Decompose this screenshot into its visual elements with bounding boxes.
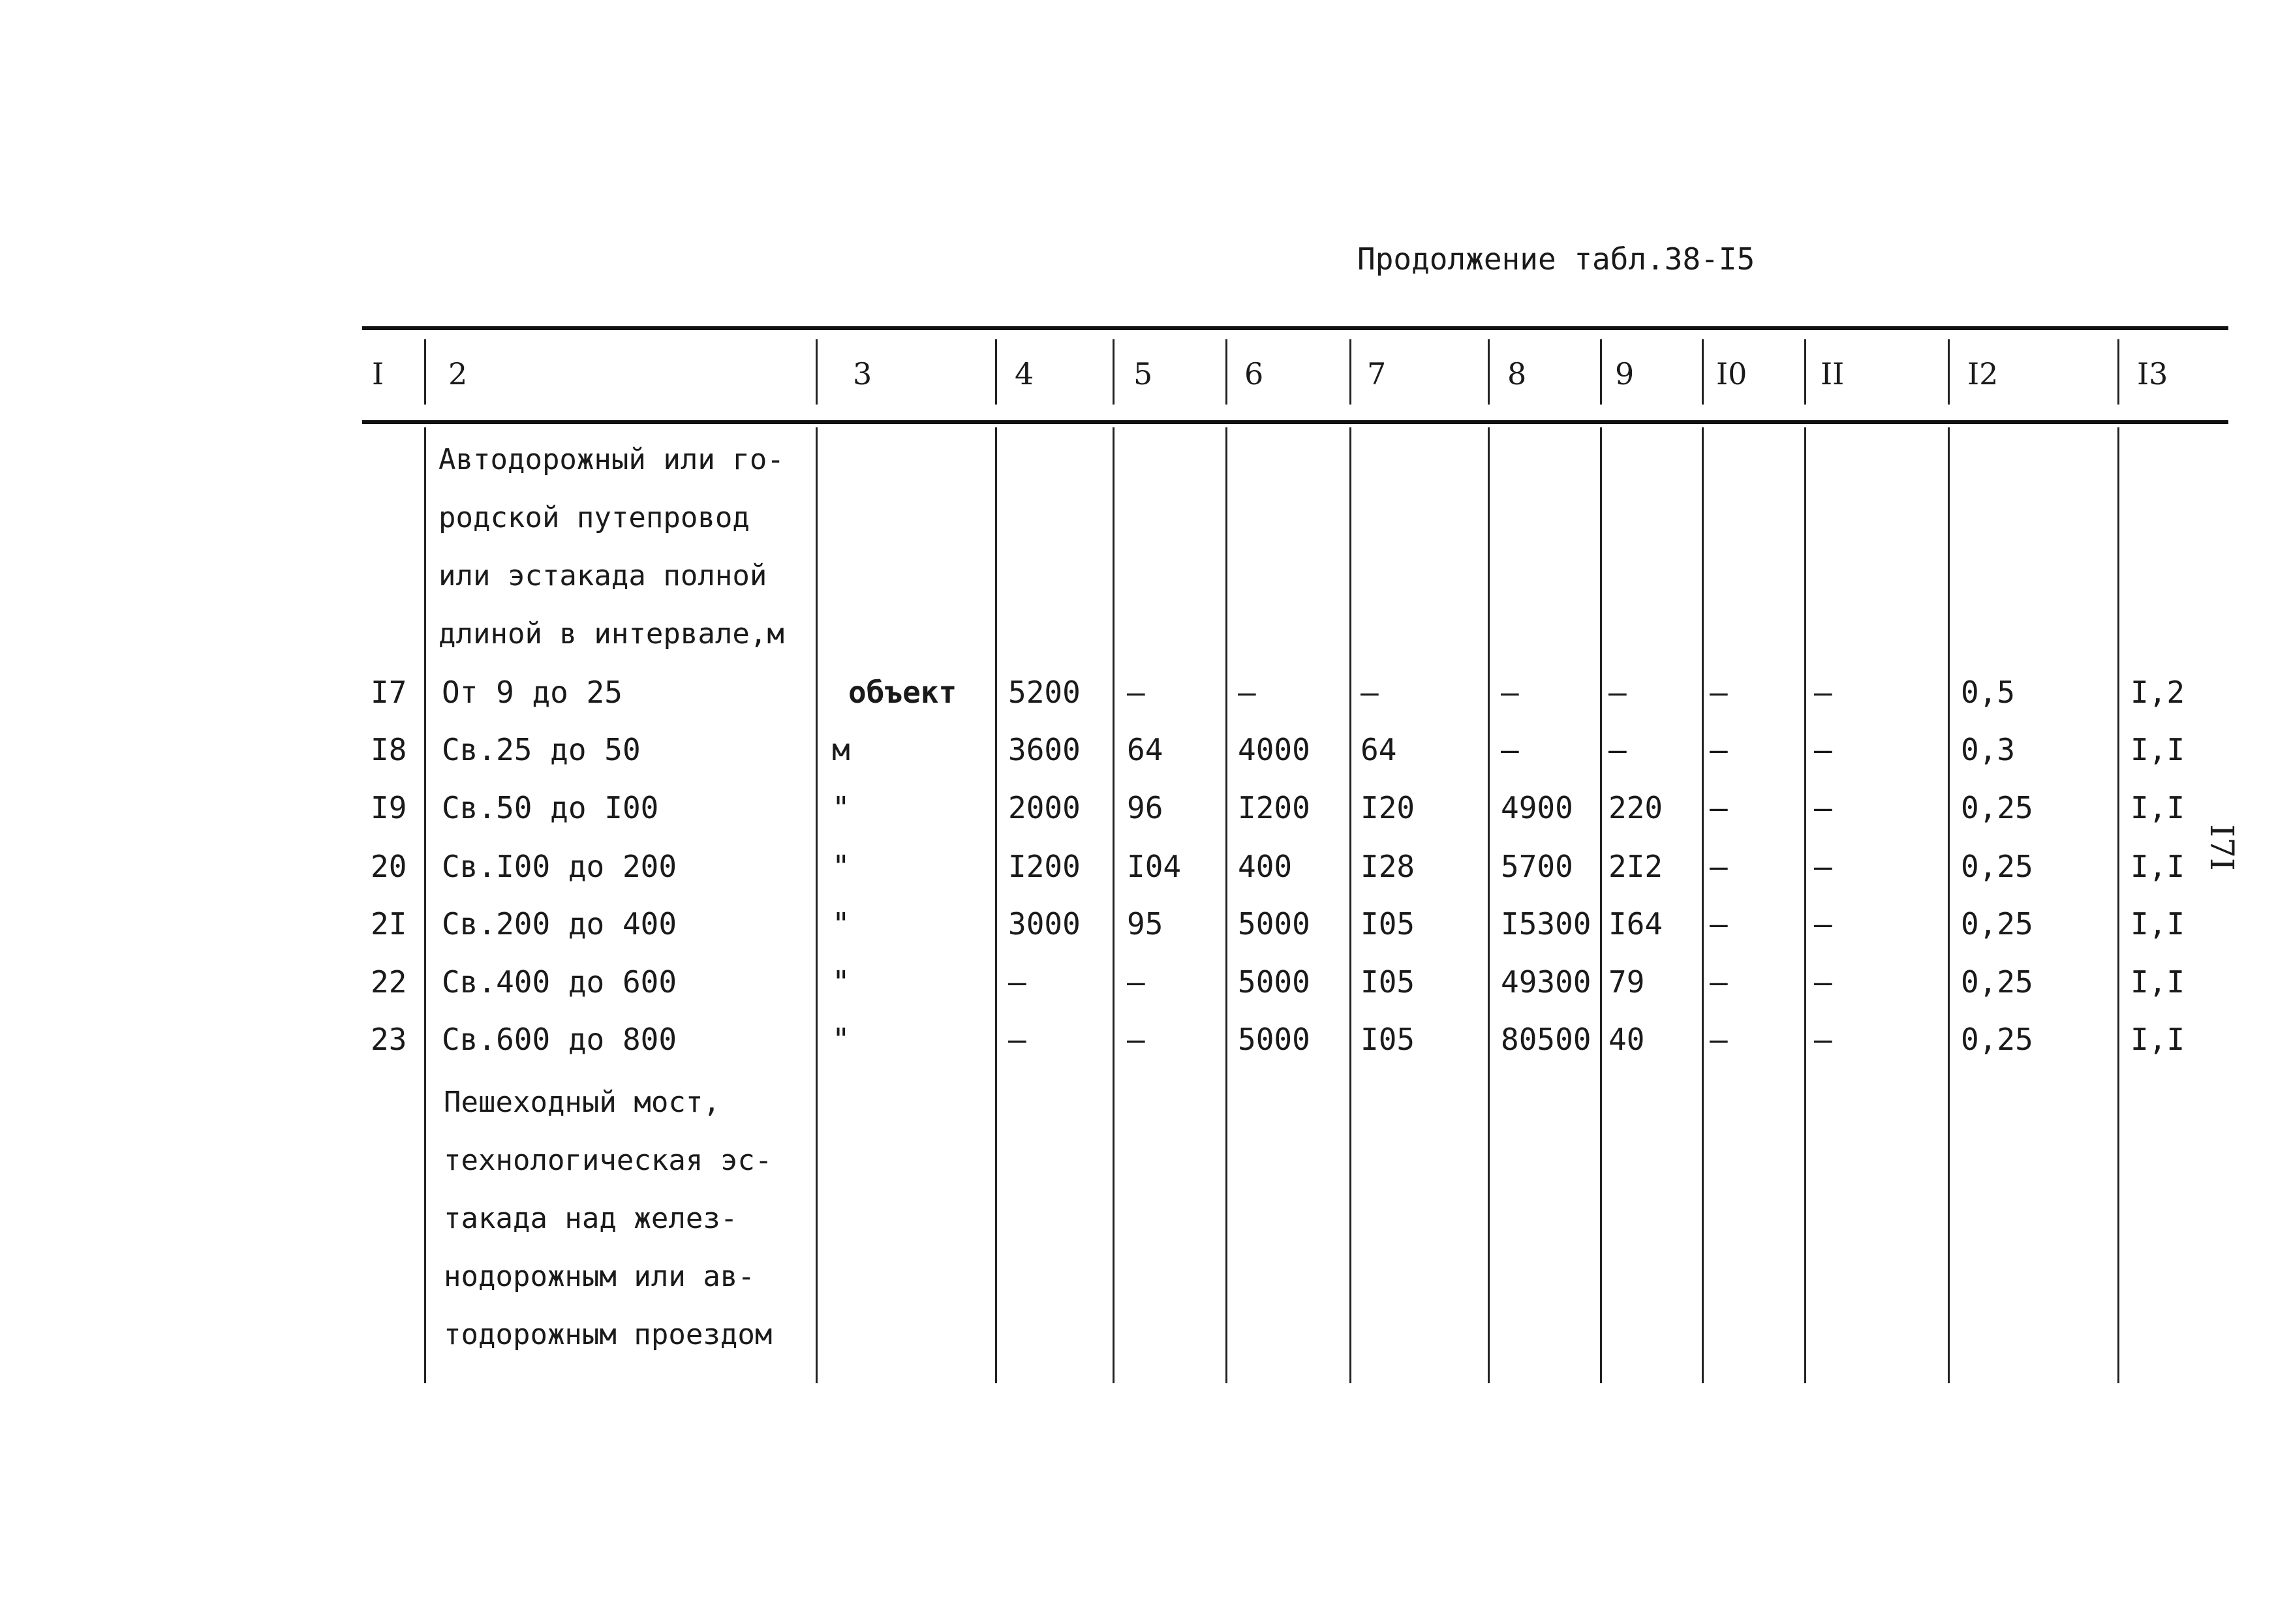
table-cell: I,2 bbox=[2130, 675, 2185, 710]
table-cell: 79 bbox=[1608, 964, 1645, 1000]
table-cell: 0,5 bbox=[1961, 675, 2016, 710]
column-divider bbox=[1113, 339, 1115, 405]
column-divider bbox=[1600, 427, 1602, 1383]
table-cell: – bbox=[1814, 790, 1832, 825]
table-cell: 4000 bbox=[1238, 732, 1310, 767]
table-cell: I,I bbox=[2130, 964, 2185, 1000]
table-cell: 2I2 bbox=[1608, 849, 1663, 884]
table-cell: I200 bbox=[1008, 849, 1081, 884]
table-cell: I200 bbox=[1238, 790, 1310, 825]
table-cell: 0,25 bbox=[1961, 906, 2033, 942]
table-cell: I,I bbox=[2130, 849, 2185, 884]
table-cell: – bbox=[1501, 675, 1519, 710]
table-cell: – bbox=[1361, 675, 1379, 710]
description-line: родской путепровод bbox=[438, 501, 750, 534]
table-cell: 40 bbox=[1608, 1022, 1645, 1057]
table-cell: 2000 bbox=[1008, 790, 1081, 825]
table-cell: – bbox=[1814, 675, 1832, 710]
table-cell: " bbox=[832, 906, 850, 942]
column-header: I3 bbox=[2137, 356, 2168, 391]
column-divider bbox=[1702, 339, 1704, 405]
table-cell: " bbox=[832, 964, 850, 1000]
table-cell: Св.400 до 600 bbox=[442, 964, 677, 1000]
table-cell: – bbox=[1814, 1022, 1832, 1057]
table-cell: – bbox=[1814, 964, 1832, 1000]
table-cell: Св.200 до 400 bbox=[442, 906, 677, 942]
table-cell: – bbox=[1008, 1022, 1026, 1057]
group-description bbox=[438, 431, 784, 663]
column-divider bbox=[1948, 427, 1950, 1383]
table-cell: От 9 до 25 bbox=[442, 675, 623, 710]
column-divider bbox=[1488, 427, 1490, 1383]
table-cell: 5000 bbox=[1238, 906, 1310, 942]
table-cell: 0,3 bbox=[1961, 732, 2016, 767]
description-line: Автодорожный или го- bbox=[438, 443, 784, 476]
column-divider bbox=[816, 427, 818, 1383]
column-divider bbox=[2117, 339, 2119, 405]
table-cell: 3600 bbox=[1008, 732, 1081, 767]
table-cell: 0,25 bbox=[1961, 1022, 2033, 1057]
table-cell: 22 bbox=[371, 964, 407, 1000]
table-cell: I64 bbox=[1608, 906, 1663, 942]
table-cell: 3000 bbox=[1008, 906, 1081, 942]
table-cell: I05 bbox=[1361, 964, 1415, 1000]
table-cell: – bbox=[1608, 675, 1627, 710]
table-cell: I7 bbox=[371, 675, 407, 710]
column-divider bbox=[1702, 427, 1704, 1383]
table-cell: I28 bbox=[1361, 849, 1415, 884]
table-cell: Св.25 до 50 bbox=[442, 732, 641, 767]
table-cell: 20 bbox=[371, 849, 407, 884]
table-cell: I8 bbox=[371, 732, 407, 767]
table-cell: – bbox=[1127, 1022, 1145, 1057]
table-cell: I05 bbox=[1361, 906, 1415, 942]
description-line: технологическая эс- bbox=[444, 1144, 773, 1177]
table-cell: – bbox=[1127, 964, 1145, 1000]
table-cell: – bbox=[1710, 906, 1728, 942]
column-divider bbox=[1349, 339, 1351, 405]
table-cell: – bbox=[1710, 790, 1728, 825]
table-cell: – bbox=[1814, 906, 1832, 942]
column-divider bbox=[1225, 427, 1227, 1383]
table-cell: " bbox=[832, 1022, 850, 1057]
table-cell: 5000 bbox=[1238, 964, 1310, 1000]
table-cell: 96 bbox=[1127, 790, 1163, 825]
table-cell: – bbox=[1501, 732, 1519, 767]
table-cell: – bbox=[1710, 964, 1728, 1000]
table-cell: I,I bbox=[2130, 790, 2185, 825]
column-divider bbox=[424, 427, 426, 1383]
table-cell: 49300 bbox=[1501, 964, 1591, 1000]
column-divider bbox=[1225, 339, 1227, 405]
description-line: такада над желез- bbox=[444, 1202, 738, 1235]
table-cell: – bbox=[1710, 849, 1728, 884]
table-cell: 2I bbox=[371, 906, 407, 942]
column-divider bbox=[1804, 339, 1806, 405]
header-bottom-rule bbox=[362, 420, 2228, 424]
table-cell: 5200 bbox=[1008, 675, 1081, 710]
column-divider bbox=[1600, 339, 1602, 405]
table-cell: м bbox=[832, 732, 850, 767]
table-cell: 4900 bbox=[1501, 790, 1573, 825]
table-caption: Продолжение табл.38-I5 bbox=[1357, 241, 1755, 277]
description-line: нодорожным или ав- bbox=[444, 1260, 755, 1293]
table-cell: 0,25 bbox=[1961, 849, 2033, 884]
table-cell: 5000 bbox=[1238, 1022, 1310, 1057]
table-cell: I05 bbox=[1361, 1022, 1415, 1057]
table-cell: – bbox=[1608, 732, 1627, 767]
table-cell: – bbox=[1238, 675, 1256, 710]
column-header: 5 bbox=[1133, 356, 1153, 391]
table-cell: – bbox=[1710, 1022, 1728, 1057]
column-divider bbox=[1349, 427, 1351, 1383]
column-divider bbox=[424, 339, 426, 405]
column-header: 6 bbox=[1244, 356, 1264, 391]
table-cell: " bbox=[832, 849, 850, 884]
table-cell: Св.600 до 800 bbox=[442, 1022, 677, 1057]
table-cell: – bbox=[1710, 732, 1728, 767]
table-cell: 80500 bbox=[1501, 1022, 1591, 1057]
table-cell: 23 bbox=[371, 1022, 407, 1057]
column-header: 2 bbox=[448, 356, 468, 391]
table-cell: 95 bbox=[1127, 906, 1163, 942]
table-top-rule bbox=[362, 326, 2228, 330]
table-cell: 64 bbox=[1127, 732, 1163, 767]
column-divider bbox=[995, 339, 997, 405]
table-cell: I20 bbox=[1361, 790, 1415, 825]
group-description bbox=[444, 1073, 772, 1364]
description-line: Пешеходный мост, bbox=[444, 1086, 720, 1119]
table-cell: I04 bbox=[1127, 849, 1182, 884]
column-header: 7 bbox=[1367, 356, 1387, 391]
column-header: I bbox=[372, 356, 384, 391]
table-cell: I,I bbox=[2130, 1022, 2185, 1057]
column-header: 8 bbox=[1507, 356, 1527, 391]
page-number: I7I bbox=[2203, 824, 2241, 871]
table-cell: 400 bbox=[1238, 849, 1293, 884]
column-divider bbox=[1113, 427, 1115, 1383]
column-header: 3 bbox=[853, 356, 872, 391]
table-cell: I5300 bbox=[1501, 906, 1591, 942]
table-cell: Св.50 до I00 bbox=[442, 790, 659, 825]
table-cell: I,I bbox=[2130, 906, 2185, 942]
description-line: длиной в интервале,м bbox=[438, 617, 784, 651]
table-cell: – bbox=[1814, 732, 1832, 767]
column-header: II bbox=[1821, 356, 1845, 391]
column-divider bbox=[1804, 427, 1806, 1383]
column-divider bbox=[995, 427, 997, 1383]
table-cell: 64 bbox=[1361, 732, 1397, 767]
table-cell: " bbox=[832, 790, 850, 825]
column-divider bbox=[2117, 427, 2119, 1383]
table-cell: – bbox=[1814, 849, 1832, 884]
column-divider bbox=[1488, 339, 1490, 405]
table-cell: объект bbox=[848, 675, 957, 710]
column-header: 4 bbox=[1015, 356, 1034, 391]
table-cell: 0,25 bbox=[1961, 790, 2033, 825]
description-line: или эстакада полной bbox=[438, 559, 767, 592]
table-cell: – bbox=[1710, 675, 1728, 710]
column-header: I0 bbox=[1716, 356, 1747, 391]
column-divider bbox=[1948, 339, 1950, 405]
table-cell: – bbox=[1008, 964, 1026, 1000]
table-cell: – bbox=[1127, 675, 1145, 710]
table-cell: 5700 bbox=[1501, 849, 1573, 884]
column-header: 9 bbox=[1615, 356, 1635, 391]
description-line: тодорожным проездом bbox=[444, 1318, 773, 1351]
table-cell: 220 bbox=[1608, 790, 1663, 825]
table-cell: I9 bbox=[371, 790, 407, 825]
table-cell: I,I bbox=[2130, 732, 2185, 767]
table-cell: 0,25 bbox=[1961, 964, 2033, 1000]
table-cell: Св.I00 до 200 bbox=[442, 849, 677, 884]
column-divider bbox=[816, 339, 818, 405]
column-header: I2 bbox=[1967, 356, 1999, 391]
